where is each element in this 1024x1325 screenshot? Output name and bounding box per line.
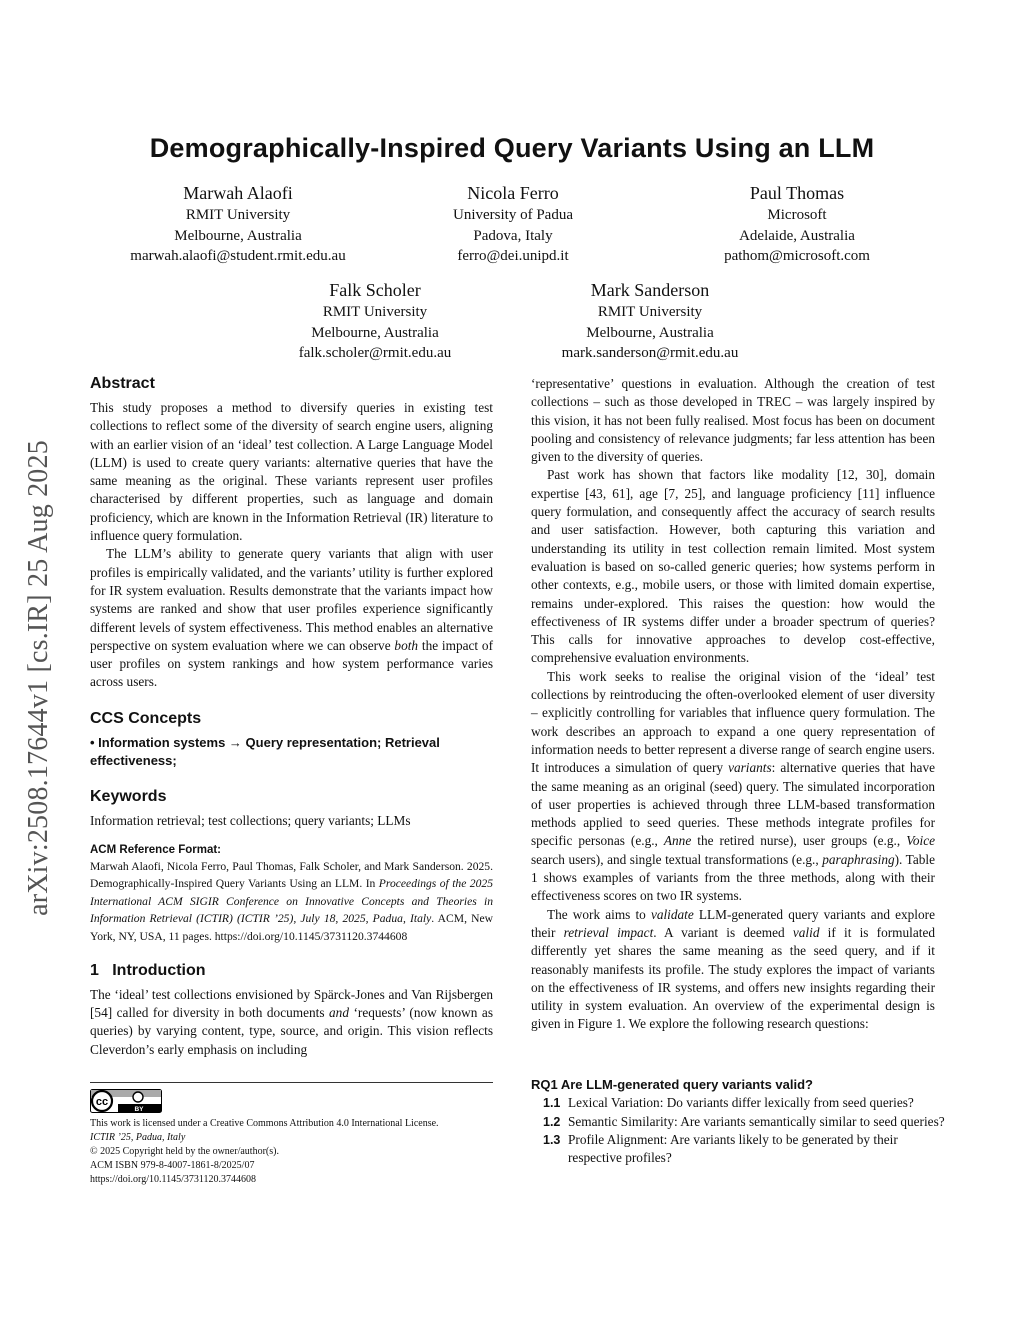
author-affiliation: University of Padua — [453, 207, 573, 223]
author-name: Paul Thomas — [749, 183, 845, 203]
license-footnote — [90, 1117, 500, 1187]
body-paragraph: This work seeks to realise the original vision of the ‘ideal’ test collections by reintroducing the often-overlooked element of user diversity – explicitly controlling for variables that influence query formulation. The work describes an approach to expand a one query representation of information needs to better represent a diverse range of search engine users. It introduces a simulation of query variants: alternative queries that have the same meaning as an original (seed) query. The simulated incorporation of user properties is achieved through three LLM-based transformation methods applied to seed queries. These methods integrate profiles for specific personas (e.g., Anne the retired nurse), user groups (e.g., Voice search users), and single textual transformations (e.g., paraphrasing). Table 1 shows examples of variants from the three methods, along with their effectiveness scores on two IR systems. — [531, 668, 935, 904]
author-block — [265, 278, 485, 364]
license-doi[interactable]: https://doi.org/10.1145/3731120.3744608 — [90, 1173, 257, 1185]
author-email[interactable]: mark.sanderson@rmit.edu.au — [561, 345, 739, 361]
license-line: This work is licensed under a Creative Commons Attribution 4.0 International License. — [90, 1118, 439, 1129]
license-isbn: ACM ISBN 979-8-4007-1861-8/2025/07 — [90, 1159, 255, 1171]
author-affiliation: Microsoft — [767, 207, 827, 223]
author-location: Melbourne, Australia — [586, 324, 714, 341]
author-affiliation: RMIT University — [597, 304, 703, 320]
license-copyright: © 2025 Copyright held by the owner/author(s). — [90, 1145, 279, 1157]
author-block — [530, 278, 770, 364]
by-label: BY — [134, 1106, 144, 1113]
ccs-text: • Information systems → Query representation; Retrieval effectiveness; — [90, 734, 440, 769]
author-affiliation: RMIT University — [185, 207, 291, 223]
author-affiliation: RMIT University — [322, 304, 428, 320]
rq1-heading: RQ1 Are LLM-generated query variants valid? — [531, 1077, 813, 1092]
reference-format-heading: ACM Reference Format: — [90, 843, 221, 856]
rq-subitem-text: Semantic Similarity: Are variants semantically similar to seed queries? — [568, 1113, 945, 1129]
cc-label: cc — [95, 1096, 109, 1108]
body-paragraph: Past work has shown that factors like modality [12, 30], domain expertise [43, 61], age [7, 25], and language proficiency [11] influence query formulation, and consequently affect the accuracy of search results and user satisfaction. However, both capturing this variation and understanding its utility in test collection remain limited. Most system evaluation is based on so-called generic queries; how systems perform in other contexts, e.g., mobile users, or those with limited domain expertise, remains under-explored. This raises the question: how would the effectiveness of IR systems differ under a broader spectrum of queries? This calls for innovative approaches to develop cost-effective, comprehensive evaluation environments. — [531, 467, 935, 666]
rq-subitem-number: 1.1 — [543, 1096, 561, 1111]
author-block — [100, 181, 376, 267]
left-column — [90, 373, 493, 1059]
body-paragraph: The work aims to validate LLM-generated query variants and explore their retrieval impact. A variant is deemed valid if it is formulated differently yet shares the same meaning as the seed query, and if it reasonably manifests its profile. The study explores the impact of variants on the effectiveness of IR systems, and offers new insights regarding their utility in system evaluation. An overview of the experimental design is given in Figure 1. We explore the following research questions: — [531, 906, 935, 1032]
rq-subitem — [543, 1094, 951, 1112]
abstract-paragraph: This study proposes a method to diversify queries in existing test collections to reflect some of the diversity of search engine users, aligning with an earlier vision of an ‘ideal’ test collection. A Large Language Model (LLM) is used to create query variants: alternative queries that have the same meaning as the original. These variants represent user profiles characterised by different properties, such as language and domain proficiency, which are known in the Information Retrieval (IR) literature to influence query formulation. — [90, 400, 493, 544]
rq-subitem-number: 1.2 — [543, 1114, 561, 1129]
author-name: Nicola Ferro — [467, 183, 559, 203]
license-venue: ICTIR ’25, Padua, Italy — [90, 1131, 186, 1143]
author-email[interactable]: ferro@dei.unipd.it — [457, 248, 569, 264]
ccs-heading: CCS Concepts — [90, 709, 202, 727]
keywords-heading: Keywords — [90, 788, 167, 806]
author-name: Falk Scholer — [329, 280, 421, 300]
author-email[interactable]: marwah.alaofi@student.rmit.edu.au — [130, 248, 346, 264]
cc-by-badge-icon — [90, 1089, 162, 1113]
keywords-text: Information retrieval; test collections; query variants; LLMs — [90, 813, 411, 829]
footnote-rule — [90, 1082, 493, 1083]
rq-subitem-text: Profile Alignment: Are variants likely to be generated by their respective profiles? — [568, 1131, 898, 1166]
author-name: Mark Sanderson — [590, 280, 710, 300]
author-location: Padova, Italy — [473, 227, 553, 244]
author-email[interactable]: falk.scholer@rmit.edu.au — [298, 345, 452, 361]
author-location: Melbourne, Australia — [311, 324, 439, 341]
research-question-block — [531, 1076, 951, 1167]
reference-format-text: Marwah Alaofi, Nicola Ferro, Paul Thomas, Falk Scholer, and Mark Sanderson. 2025. Demographically-Inspired Query Variants Using an LLM. In Proceedings of the 2025 International ACM SIGIR Conference on Innovative Concepts and Theories in Information Retrieval (ICTIR) (ICTIR ’25), July 18, 2025, Padua, Italy. ACM, New York, NY, USA, 11 pages. https://doi.org/10.1145/3731120.3744608 — [90, 859, 493, 944]
rq-subitem-number: 1.3 — [543, 1132, 561, 1147]
intro-paragraph: The ‘ideal’ test collections envisioned by Spärck-Jones and Van Rijsbergen [54] called for diversity in both documents and ‘requests’ (now known as queries) by varying content, type, source, and origin. This vision reflects Cleverdon’s early emphasis on including — [90, 986, 493, 1057]
rq-subitem — [543, 1131, 951, 1168]
rq-subitem — [543, 1113, 951, 1131]
author-block — [393, 181, 633, 267]
author-location: Melbourne, Australia — [174, 227, 302, 244]
introduction-heading: 1 Introduction — [90, 961, 206, 979]
paper-title: Demographically-Inspired Query Variants Using an LLM — [149, 133, 875, 163]
author-email[interactable]: pathom@microsoft.com — [724, 248, 870, 264]
rq-subitem-text: Lexical Variation: Do variants differ lexically from seed queries? — [568, 1095, 914, 1111]
author-block — [677, 181, 917, 267]
abstract-heading: Abstract — [90, 375, 155, 392]
body-paragraph: ‘representative’ questions in evaluation. Although the creation of test collections – such as those developed in TREC – was largely inspired by this vision, it has not been fully realised. Most focus has been on document pooling and consistency of relevance judgments; far less attention has been given to the diversity of queries. — [531, 376, 935, 465]
abstract-paragraph: The LLM’s ability to generate query variants that align with user profiles is empirically validated, and the variants’ utility is further explored for IR system evaluation. Results demonstrate that the variants impact how systems are ranked and show that user profiles experience significantly different levels of system effectiveness. This method enables an alternative perspective on system evaluation where we can observe both the impact of user profiles on system rankings and how system performance varies across users. — [90, 546, 493, 690]
author-name: Marwah Alaofi — [183, 183, 293, 203]
author-location: Adelaide, Australia — [739, 227, 855, 244]
arxiv-stamp: arXiv:2508.17644v1 [cs.IR] 25 Aug 2025 — [23, 440, 54, 916]
right-column — [531, 375, 935, 1034]
